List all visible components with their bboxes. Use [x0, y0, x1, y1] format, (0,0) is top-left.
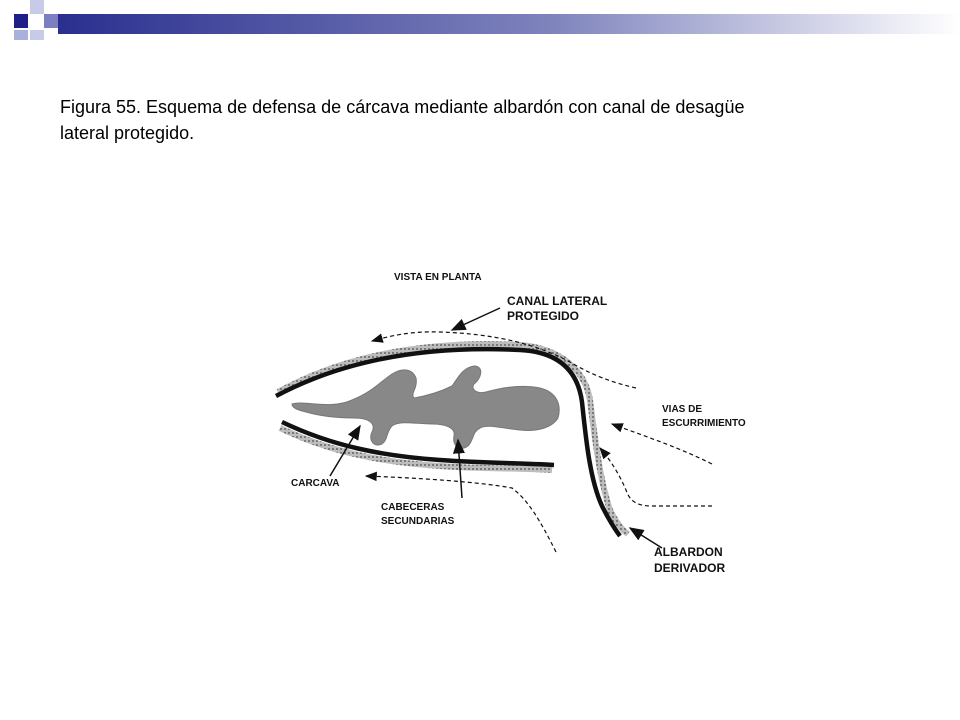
- albardon-top-line: [276, 349, 620, 536]
- canal-pointer-arrow: [452, 308, 500, 330]
- canal-label-line-1: CANAL LATERAL: [507, 294, 608, 308]
- vias-label-line-2: ESCURRIMIENTO: [662, 418, 746, 429]
- albardon-label-line-1: ALBARDON: [654, 545, 723, 559]
- flow-path-middle: [612, 424, 712, 464]
- flow-path-right: [600, 448, 712, 506]
- cabeceras-label-line-1: CABECERAS: [381, 502, 445, 513]
- view-label: VISTA EN PLANTA: [394, 272, 482, 283]
- caption-line-1: Figura 55. Esquema de defensa de cárcava mediante albardón con canal de desagüe: [60, 97, 745, 117]
- vias-label-line-1: VIAS DE: [662, 404, 703, 415]
- caption-line-2: lateral protegido.: [60, 123, 195, 143]
- cabeceras-label-line-2: SECUNDARIAS: [381, 516, 455, 527]
- carcava-label: CARCAVA: [291, 478, 340, 489]
- carcava-shape: [292, 366, 559, 448]
- canal-label-line-2: PROTEGIDO: [507, 309, 580, 323]
- albardon-label-line-2: DERIVADOR: [654, 561, 726, 575]
